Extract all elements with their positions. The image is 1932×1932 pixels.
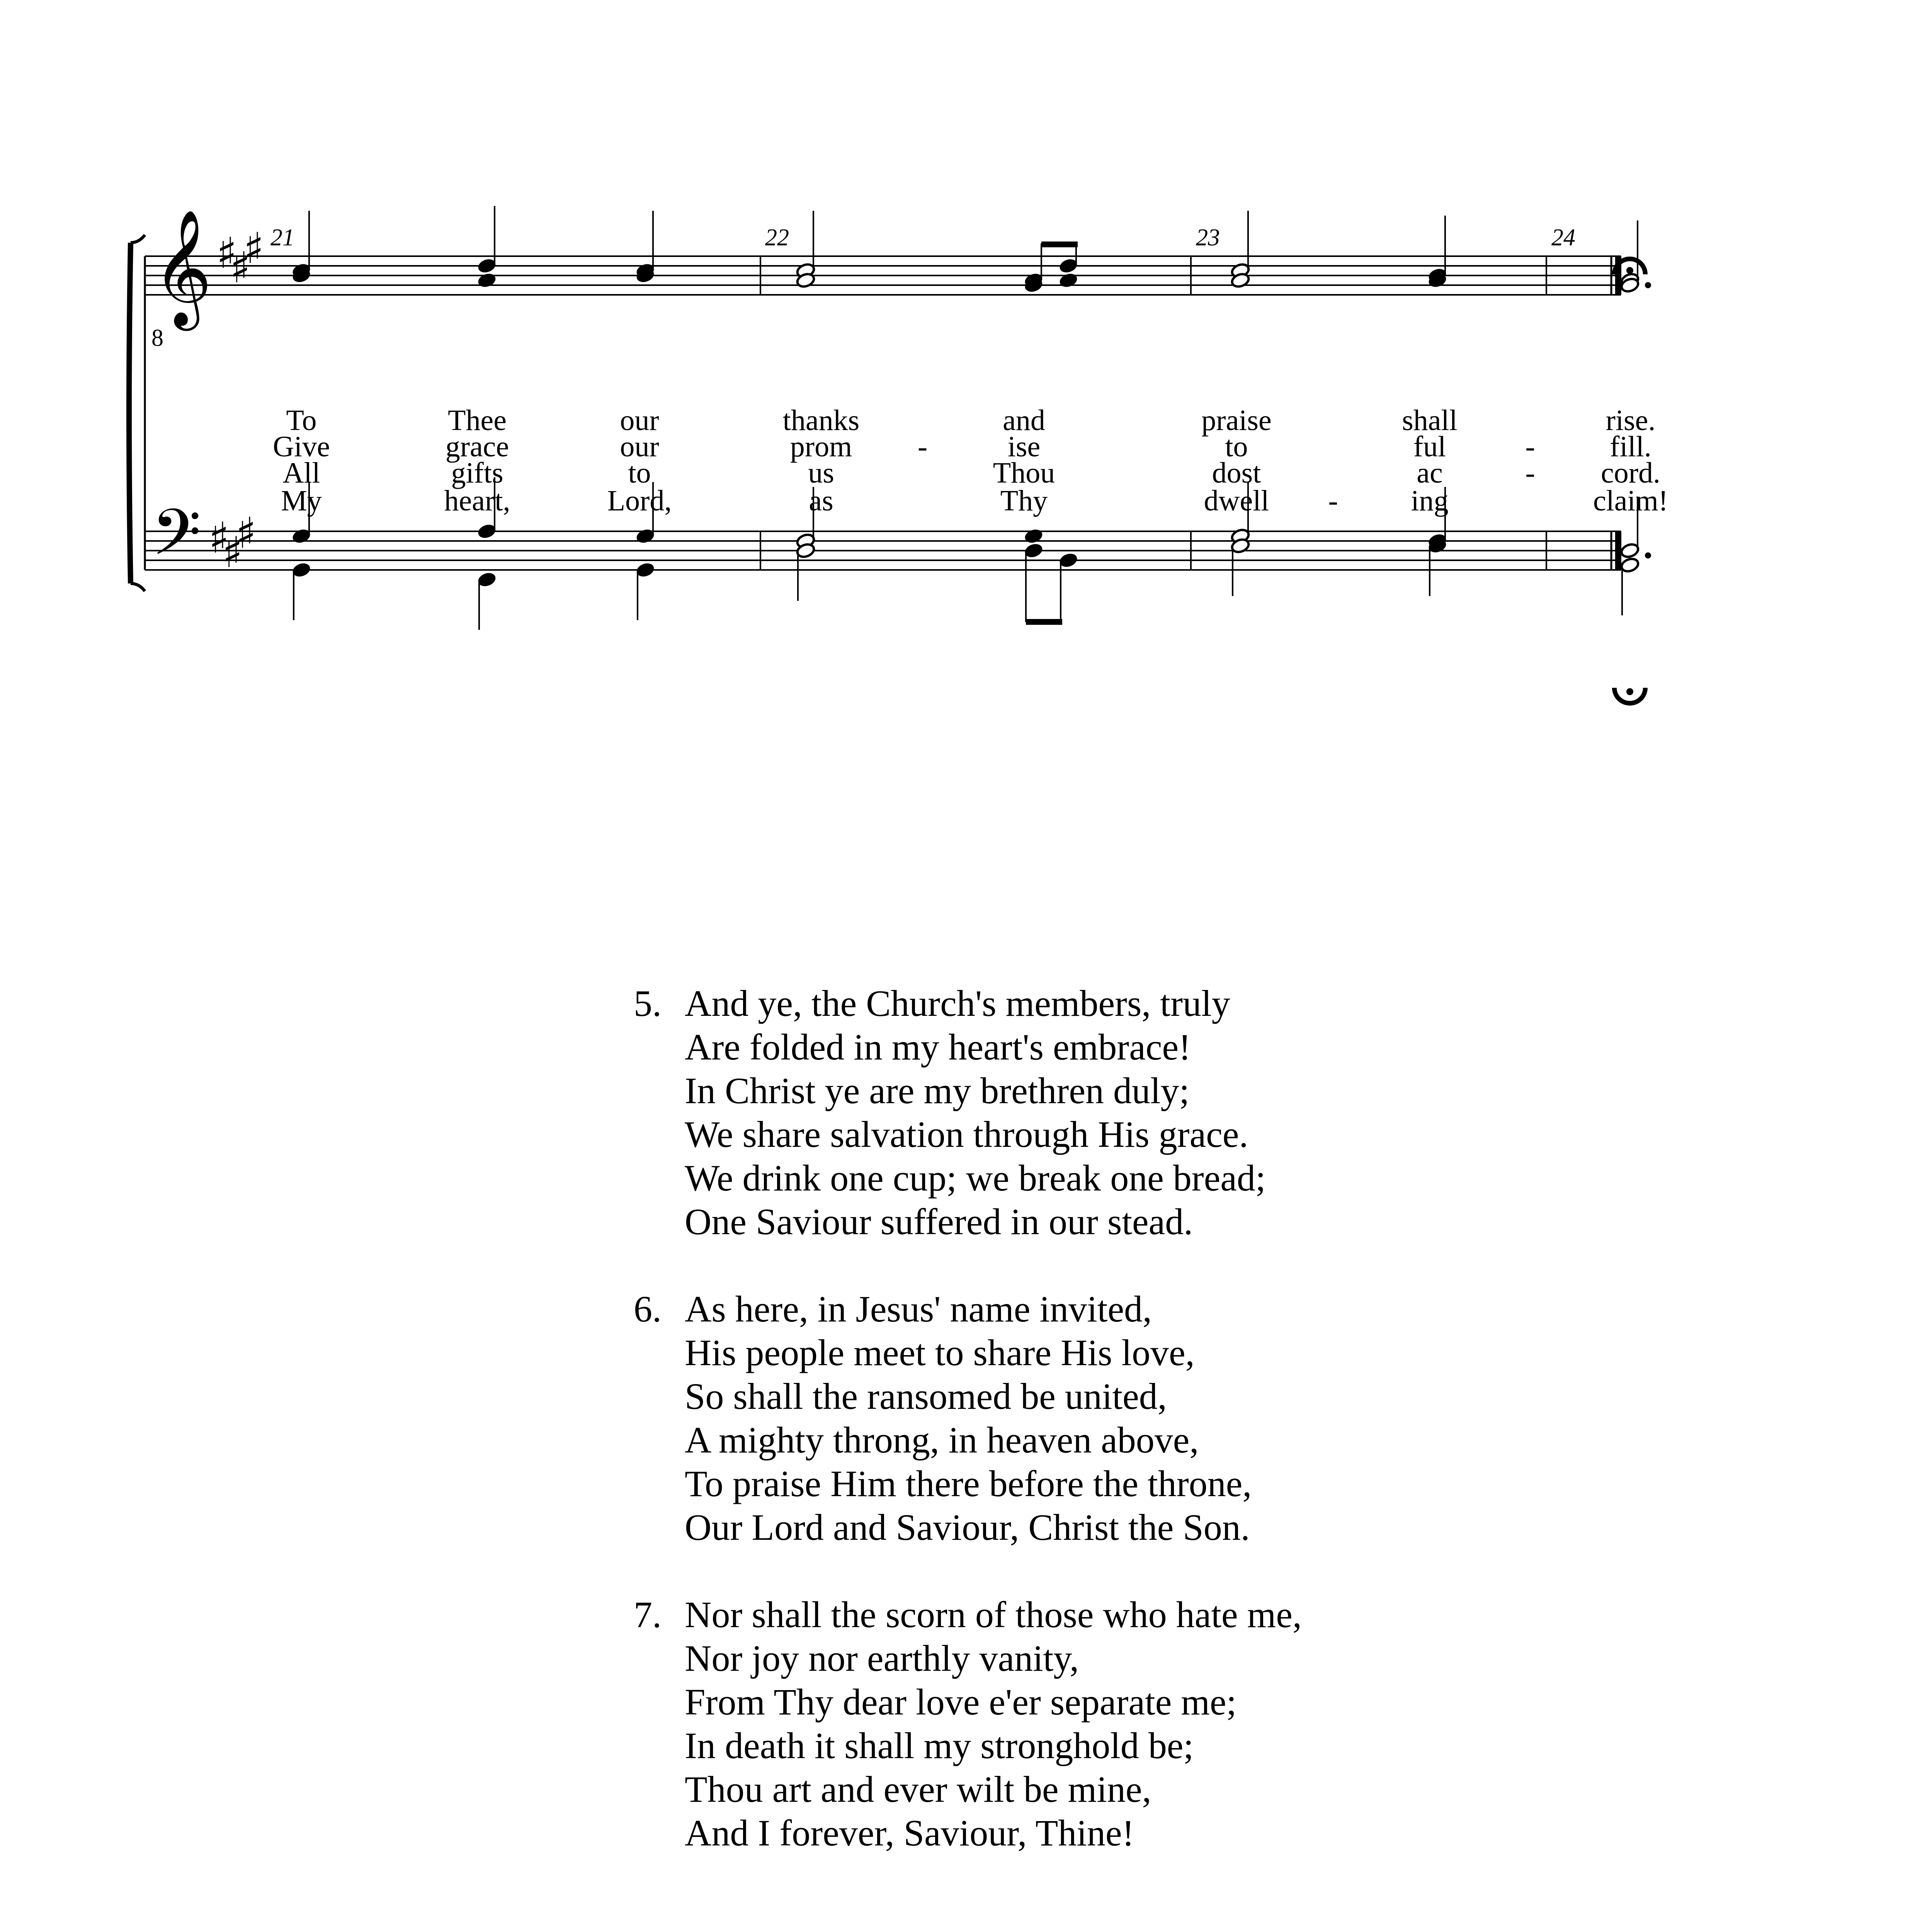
lyric-syllable: grace [445,430,509,463]
lyric-hyphen: - [1328,485,1338,517]
measure-number: 23 [1196,224,1220,251]
augmentation-dot [1645,282,1651,288]
verses-block [634,981,1484,1898]
verse-line: Are folded in my heart's embrace! [685,1026,1191,1068]
lyric-syllable: our [620,404,659,437]
verse-number: 7. [634,1594,662,1635]
verse-line: Nor joy nor earthly vanity, [685,1638,1079,1679]
verse-line: In Christ ye are my brethren duly; [685,1070,1190,1111]
final-barline-thick [1615,531,1621,570]
eighth-beam [1026,619,1062,625]
key-sharp-g: ♯ [243,223,264,273]
key-sharp-g: ♯ [236,508,257,558]
verse-line: A mighty throng, in heaven above, [685,1419,1199,1461]
lyric-syllable: dwell [1204,485,1269,517]
verse-line: We drink one cup; we break one bread; [685,1157,1266,1199]
key-sharp-c: ♯ [222,527,243,577]
lyric-hyphen: - [1525,457,1535,489]
lyric-syllable: gifts [451,457,503,489]
verse-number: 6. [634,1288,662,1330]
verse-line: In death it shall my stronghold be; [685,1725,1194,1766]
lyric-syllable: to [1225,430,1248,463]
key-sharp-c: ♯ [230,243,251,293]
lyric-syllable: us [808,457,834,489]
verse [634,981,1484,1243]
verse-line: So shall the ransomed be united, [685,1376,1167,1417]
lyric-syllable: rise. [1605,404,1656,437]
score-staves [0,0,1932,734]
lyric-hyphen: - [917,430,928,463]
verse-line: And ye, the Church's members, truly [685,983,1230,1024]
lyric-syllable: To [286,404,317,437]
lyric-syllable: shall [1402,404,1458,437]
lyric-syllable: as [809,485,833,517]
verse-line: As here, in Jesus' name invited, [685,1288,1152,1330]
verse-line: His people meet to share His love, [685,1332,1195,1373]
lyric-syllable: cord. [1600,457,1661,489]
lyric-syllable: ac [1417,457,1443,489]
treble-note-head [1058,272,1078,289]
bass-note-head [1024,528,1044,544]
treble-clef-icon: 𝄞 [153,209,212,326]
treble-note-head [477,272,497,289]
lyric-syllable: Give [273,430,330,463]
fermata-dot [1626,688,1633,695]
augmentation-dot [1645,553,1651,559]
lyric-hyphen: - [1525,430,1535,463]
lyric-syllable: and [1003,404,1045,437]
verse-line: Nor shall the scorn of those who hate me, [685,1594,1302,1635]
key-sharp-f: ♯ [209,513,230,563]
lyric-syllable: prom [790,430,852,463]
treble-clef-octave-mark: 8 [151,325,163,351]
verse-line: One Saviour suffered in our stead. [685,1201,1193,1242]
eighth-beam [1041,242,1078,247]
lyric-syllable: Thou [993,457,1055,489]
lyric-syllable: to [628,457,651,489]
verse-line: And I forever, Saviour, Thine! [685,1812,1134,1854]
measure-number: 21 [270,224,294,251]
measure-number: 24 [1551,224,1575,251]
verse-line: From Thy dear love e'er separate me; [685,1681,1237,1723]
verse [634,1287,1484,1549]
verse-line: Thou art and ever wilt be mine, [685,1769,1151,1810]
lyric-syllable: fill. [1610,430,1651,463]
verse [634,1593,1484,1855]
verse-number: 5. [634,983,662,1024]
bass-clef-icon: 𝄢 [151,495,201,585]
verse-line: We share salvation through His grace. [685,1114,1248,1155]
lyric-syllable: thanks [782,404,860,437]
lyric-syllable: ing [1411,485,1449,517]
system-bracket [129,243,131,583]
lyric-syllable: praise [1201,404,1272,437]
lyric-syllable: ise [1007,430,1041,463]
verse-line: Our Lord and Saviour, Christ the Son. [685,1507,1250,1548]
key-sharp-f: ♯ [216,228,237,278]
verse-line: To praise Him there before the throne, [685,1463,1252,1504]
lyric-syllable: dost [1212,457,1261,489]
bracket-top-hook [131,235,145,243]
lyric-syllable: heart, [444,485,510,517]
lyric-syllable: claim! [1593,485,1668,517]
lyric-syllable: All [282,457,320,489]
lyric-syllable: our [620,430,659,463]
lyric-syllable: Thy [1000,485,1048,517]
lyric-syllable: My [281,485,322,517]
lyric-syllable: Thee [448,404,507,437]
bracket-bottom-hook [131,583,145,591]
lyric-syllable: ful [1413,430,1446,463]
lyric-syllable: Lord, [607,485,672,517]
measure-number: 22 [765,224,789,251]
fermata-dot [1626,267,1633,274]
